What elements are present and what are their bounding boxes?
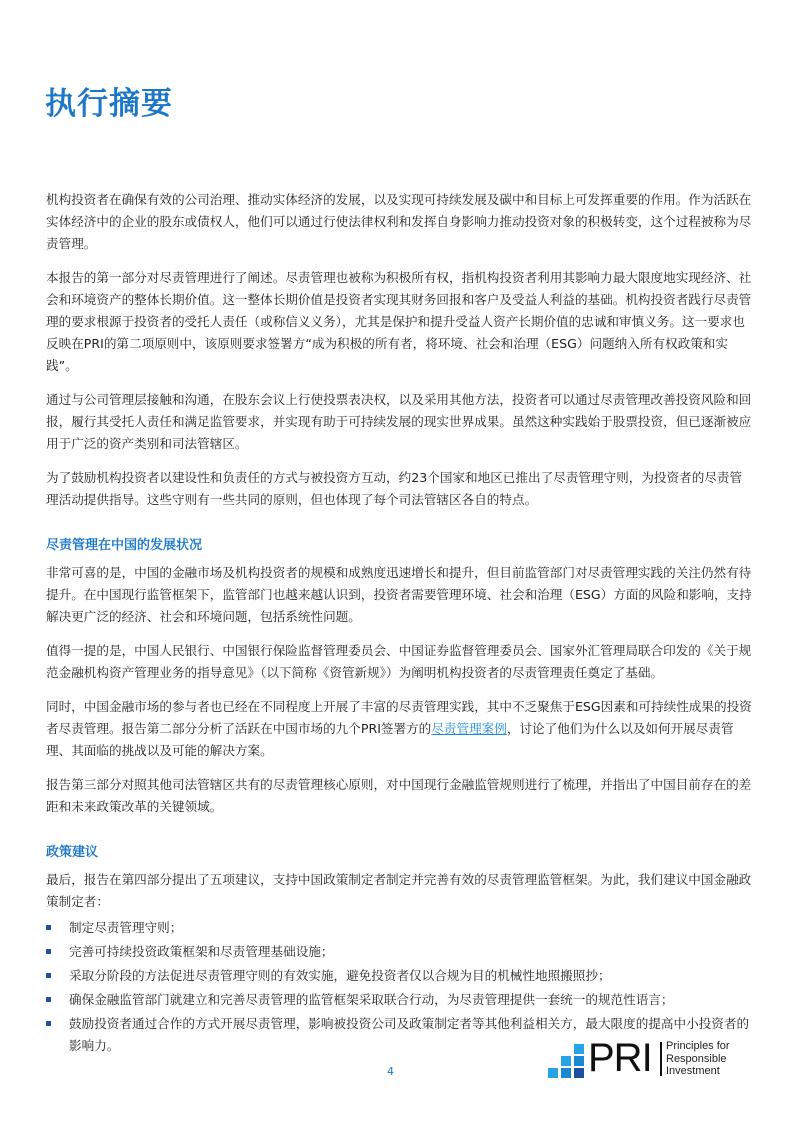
list-item — [46, 917, 752, 939]
pri-logo-text — [666, 1040, 730, 1078]
list-item-text: 鼓励投资者通过合作的方式开展尽责管理，影响被投资公司及政策制定者等其他利益相关方，最大限度的提高中小投资者的影响力。 — [69, 1016, 750, 1053]
text: 同时，中国金融市场的参与者也已经在不同程度上开展了丰富的尽责管理实践，其中不乏聚焦于ESG因素和可持续性成果的投资者尽责管理。报告第二部分分析了活跃在中国市场的九个PRI签署方的 — [46, 699, 752, 736]
list-item-text: 制定尽责管理守则； — [69, 920, 183, 935]
bullet-icon — [46, 949, 51, 954]
logo-line: Responsible — [666, 1052, 727, 1065]
pri-logo — [548, 1036, 748, 1080]
paragraph-engagement: 通过与公司管理层接触和沟通，在股东会议上行使投票表决权，以及采用其他方法，投资者可以通过尽责管理改善投资风险和回报，履行其受托人责任和满足监管要求，并实现有助于可持续发展的现实世界成果。虽然这种实践始于股票投资，但已逐渐被应用于广泛的资产类别和司法管辖区。 — [46, 392, 752, 451]
list-item — [46, 965, 752, 987]
text: ，讨论了他们为什么以及如何开展尽责管理、其面临的挑战以及可能的解决方案。 — [46, 721, 734, 758]
page-content — [46, 189, 752, 1059]
list-item-text: 确保金融监管部门就建立和完善尽责管理的监管框架采取联合行动，为尽责管理提供一套统一的规范性语言； — [69, 992, 674, 1007]
paragraph-china-growth: 非常可喜的是，中国的金融市场及机构投资者的规模和成熟度迅速增长和提升，但目前监管部门对尽责管理实践的关注仍然有待提升。在中国现行监管框架下，监管部门也越来越认识到，投资者需要管理环境、社会和治理（ESG）方面的风险和影响，支持解决更广泛的经济、社会和环境问题，包括系统性问题。 — [46, 565, 752, 624]
page-number: 4 — [387, 1065, 394, 1078]
bullet-icon — [46, 1021, 51, 1026]
bullet-icon — [46, 997, 51, 1002]
paragraph-case-studies — [46, 696, 752, 762]
section-heading-china-status: 尽责管理在中国的发展状况 — [46, 538, 203, 553]
paragraph-stewardship-definition: 本报告的第一部分对尽责管理进行了阐述。尽责管理也被称为积极所有权，指机构投资者利用其影响力最大限度地实现经济、社会和环境资产的整体长期价值。这一整体长期价值是投资者实现其财务回报和客户及受益人利益的基础。机构投资者践行尽责管理的要求根源于投资者的受托人责任（或称信义义务），尤其是保护和提升受益人资产长期价值的忠诚和审慎义务。这一要求也反映在PRI的第二项原则中，该原则要求签署方“成为积极的所有者，将环境、社会和治理（ESG）问题纳入所有权政策和实践”。 — [46, 270, 752, 373]
section-heading-policy: 政策建议 — [46, 845, 99, 860]
list-item — [46, 989, 752, 1011]
logo-line: Principles for — [666, 1040, 730, 1052]
page-title: 执行摘要 — [45, 86, 173, 122]
logo-divider — [660, 1042, 662, 1076]
logo-line: Investment — [666, 1065, 720, 1077]
case-studies-link[interactable]: 尽责管理案例 — [431, 721, 507, 736]
bullet-icon — [46, 973, 51, 978]
list-item-text: 采取分阶段的方法促进尽责管理守则的有效实施，避免投资者仅以合规为目的机械性地照搬照抄； — [69, 968, 611, 983]
list-item — [46, 941, 752, 963]
pri-logo-mark: PRI — [588, 1036, 652, 1080]
paragraph-regulatory-review: 报告第三部分对照其他司法管辖区共有的尽责管理核心原则，对中国现行金融监管规则进行了梳理，并指出了中国目前存在的差距和未来政策改革的关键领域。 — [46, 777, 752, 814]
list-item-text: 完善可持续投资政策框架和尽责管理基础设施； — [69, 944, 334, 959]
paragraph-asset-management-rules: 值得一提的是，中国人民银行、中国银行保险监督管理委员会、中国证券监督管理委员会、国家外汇管理局联合印发的《关于规范金融机构资产管理业务的指导意见》（以下简称《资管新规》）为阐明机构投资者的尽责管理责任奠定了基础。 — [46, 643, 752, 680]
paragraph-intro: 机构投资者在确保有效的公司治理、推动实体经济的发展，以及实现可持续发展及碳中和目标上可发挥重要的作用。作为活跃在实体经济中的企业的股东或债权人，他们可以通过行使法律权利和发挥自身影响力推动投资对象的积极转变，这个过程被称为尽责管理。 — [46, 192, 752, 251]
paragraph-policy-intro: 最后，报告在第四部分提出了五项建议，支持中国政策制定者制定并完善有效的尽责管理监管框架。为此，我们建议中国金融政策制定者： — [46, 872, 752, 909]
paragraph-codes: 为了鼓励机构投资者以建设性和负责任的方式与被投资方互动，约23个国家和地区已推出了尽责管理守则，为投资者的尽责管理活动提供指导。这些守则有一些共同的原则，但也体现了每个司法管辖区各自的特点。 — [46, 470, 743, 507]
bullet-icon — [46, 925, 51, 930]
